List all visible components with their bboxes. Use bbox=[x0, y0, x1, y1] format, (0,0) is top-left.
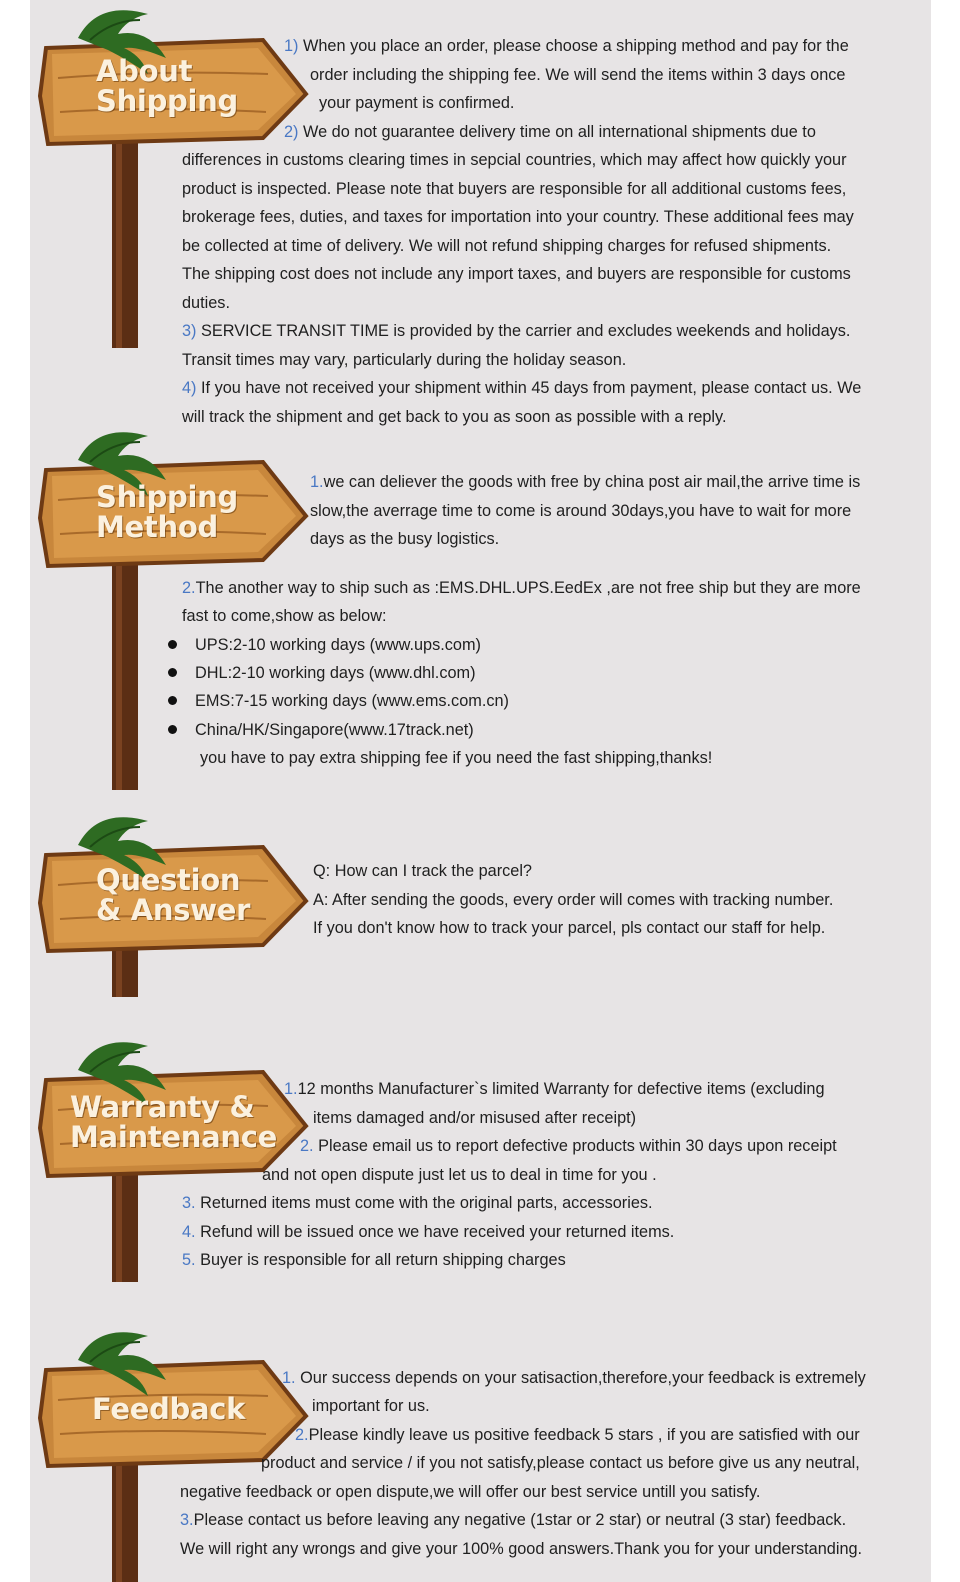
text-line: 4) If you have not received your shipment within 45 days from payment, please contact us. We bbox=[182, 379, 862, 397]
text-line: 2) We do not guarantee delivery time on all international shipments due to bbox=[284, 123, 816, 141]
feedback-section bbox=[30, 1330, 931, 1582]
bullet-dot bbox=[168, 640, 177, 649]
text-line: 1.we can deliever the goods with free by china post air mail,the arrive time is bbox=[310, 473, 861, 491]
text-line: be collected at time of delivery. We will not refund shipping charges for refused shipments. bbox=[182, 237, 832, 255]
text-line: 1) When you place an order, please choose a shipping method and pay for the bbox=[284, 37, 849, 55]
shipping-method-title-line1: Shipping bbox=[96, 480, 238, 514]
feedback-title: Feedback bbox=[92, 1392, 246, 1426]
text-line: days as the busy logistics. bbox=[310, 530, 500, 548]
bullet-dot bbox=[168, 668, 177, 677]
list-item: EMS:7-15 working days (www.ems.com.cn) bbox=[195, 692, 509, 710]
text-line: negative feedback or open dispute,we will offer our best service untill you satisfy. bbox=[180, 1483, 761, 1501]
shipping-method-section bbox=[30, 430, 931, 790]
content-panel bbox=[30, 0, 931, 1582]
text-line: important for us. bbox=[312, 1397, 430, 1415]
question-text: Q: How can I track the parcel? bbox=[313, 862, 532, 880]
text-line: and not open dispute just let us to deal in time for you . bbox=[262, 1166, 657, 1184]
text-line: differences in customs clearing times in sepcial countries, which may affect how quickly your bbox=[182, 151, 847, 169]
text-line: order including the shipping fee. We will send the items within 3 days once bbox=[310, 66, 846, 84]
text-line: will track the shipment and get back to you as soon as possible with a reply. bbox=[182, 408, 727, 426]
question-answer-section bbox=[30, 815, 931, 1015]
text-line: 3.Please contact us before leaving any negative (1star or 2 star) or neutral (3 star) feedback. bbox=[180, 1511, 847, 1529]
text-line: duties. bbox=[182, 294, 230, 312]
answer-text: If you don't know how to track your parcel, pls contact our staff for help. bbox=[313, 919, 826, 937]
qa-title-line2: & Answer bbox=[96, 893, 251, 927]
text-line: 3. Returned items must come with the original parts, accessories. bbox=[182, 1194, 653, 1212]
text-line: 5. Buyer is responsible for all return shipping charges bbox=[182, 1251, 566, 1269]
list-item: China/HK/Singapore(www.17track.net) bbox=[195, 721, 474, 739]
text-line: your payment is confirmed. bbox=[319, 94, 515, 112]
text-line: 2. Please email us to report defective products within 30 days upon receipt bbox=[300, 1137, 837, 1155]
text-line: slow,the averrage time to come is around 30days,you have to wait for more bbox=[310, 502, 852, 520]
text-line: brokerage fees, duties, and taxes for importation into your country. These additional fees may bbox=[182, 208, 854, 226]
signpost-question-answer bbox=[38, 815, 318, 1005]
about-shipping-section bbox=[30, 0, 931, 440]
text-line: 4. Refund will be issued once we have received your returned items. bbox=[182, 1223, 675, 1241]
text-line: 1. Our success depends on your satisaction,therefore,your feedback is extremely bbox=[282, 1369, 866, 1387]
text-line: items damaged and/or misused after receipt) bbox=[313, 1109, 637, 1127]
text-line: 1.12 months Manufacturer`s limited Warranty for defective items (excluding bbox=[284, 1080, 825, 1098]
about-shipping-title-line1: About bbox=[96, 54, 193, 88]
text-line: We will right any wrongs and give your 100% good answers.Thank you for your understanding. bbox=[180, 1540, 863, 1558]
answer-text: A: After sending the goods, every order will comes with tracking number. bbox=[313, 891, 834, 909]
warranty-title-line1: Warranty & bbox=[70, 1090, 255, 1124]
list-item: DHL:2-10 working days (www.dhl.com) bbox=[195, 664, 476, 682]
bullet-dot bbox=[168, 696, 177, 705]
shipping-note: you have to pay extra shipping fee if you need the fast shipping,thanks! bbox=[200, 749, 713, 767]
text-line: 3) SERVICE TRANSIT TIME is provided by the carrier and excludes weekends and holidays. bbox=[182, 322, 851, 340]
text-line: The shipping cost does not include any import taxes, and buyers are responsible for customs bbox=[182, 265, 851, 283]
bullet-dot bbox=[168, 725, 177, 734]
warranty-section bbox=[30, 1040, 931, 1300]
text-line: product and service / if you not satisfy,please contact us before give us any neutral, bbox=[261, 1454, 860, 1472]
list-item: UPS:2-10 working days (www.ups.com) bbox=[195, 636, 481, 654]
text-line: fast to come,show as below: bbox=[182, 607, 387, 625]
about-shipping-title-line2: Shipping bbox=[96, 84, 238, 118]
text-line: product is inspected. Please note that buyers are responsible for all additional customs fees, bbox=[182, 180, 847, 198]
shipping-method-title-line2: Method bbox=[96, 510, 218, 544]
text-line: 2.The another way to ship such as :EMS.DHL.UPS.EedEx ,are not free ship but they are more bbox=[182, 579, 861, 597]
qa-title-line1: Question bbox=[96, 863, 241, 897]
text-line: 2.Please kindly leave us positive feedback 5 stars , if you are satisfied with our bbox=[295, 1426, 860, 1444]
warranty-title-line2: Maintenance bbox=[70, 1120, 277, 1154]
text-line: Transit times may vary, particularly during the holiday season. bbox=[182, 351, 627, 369]
